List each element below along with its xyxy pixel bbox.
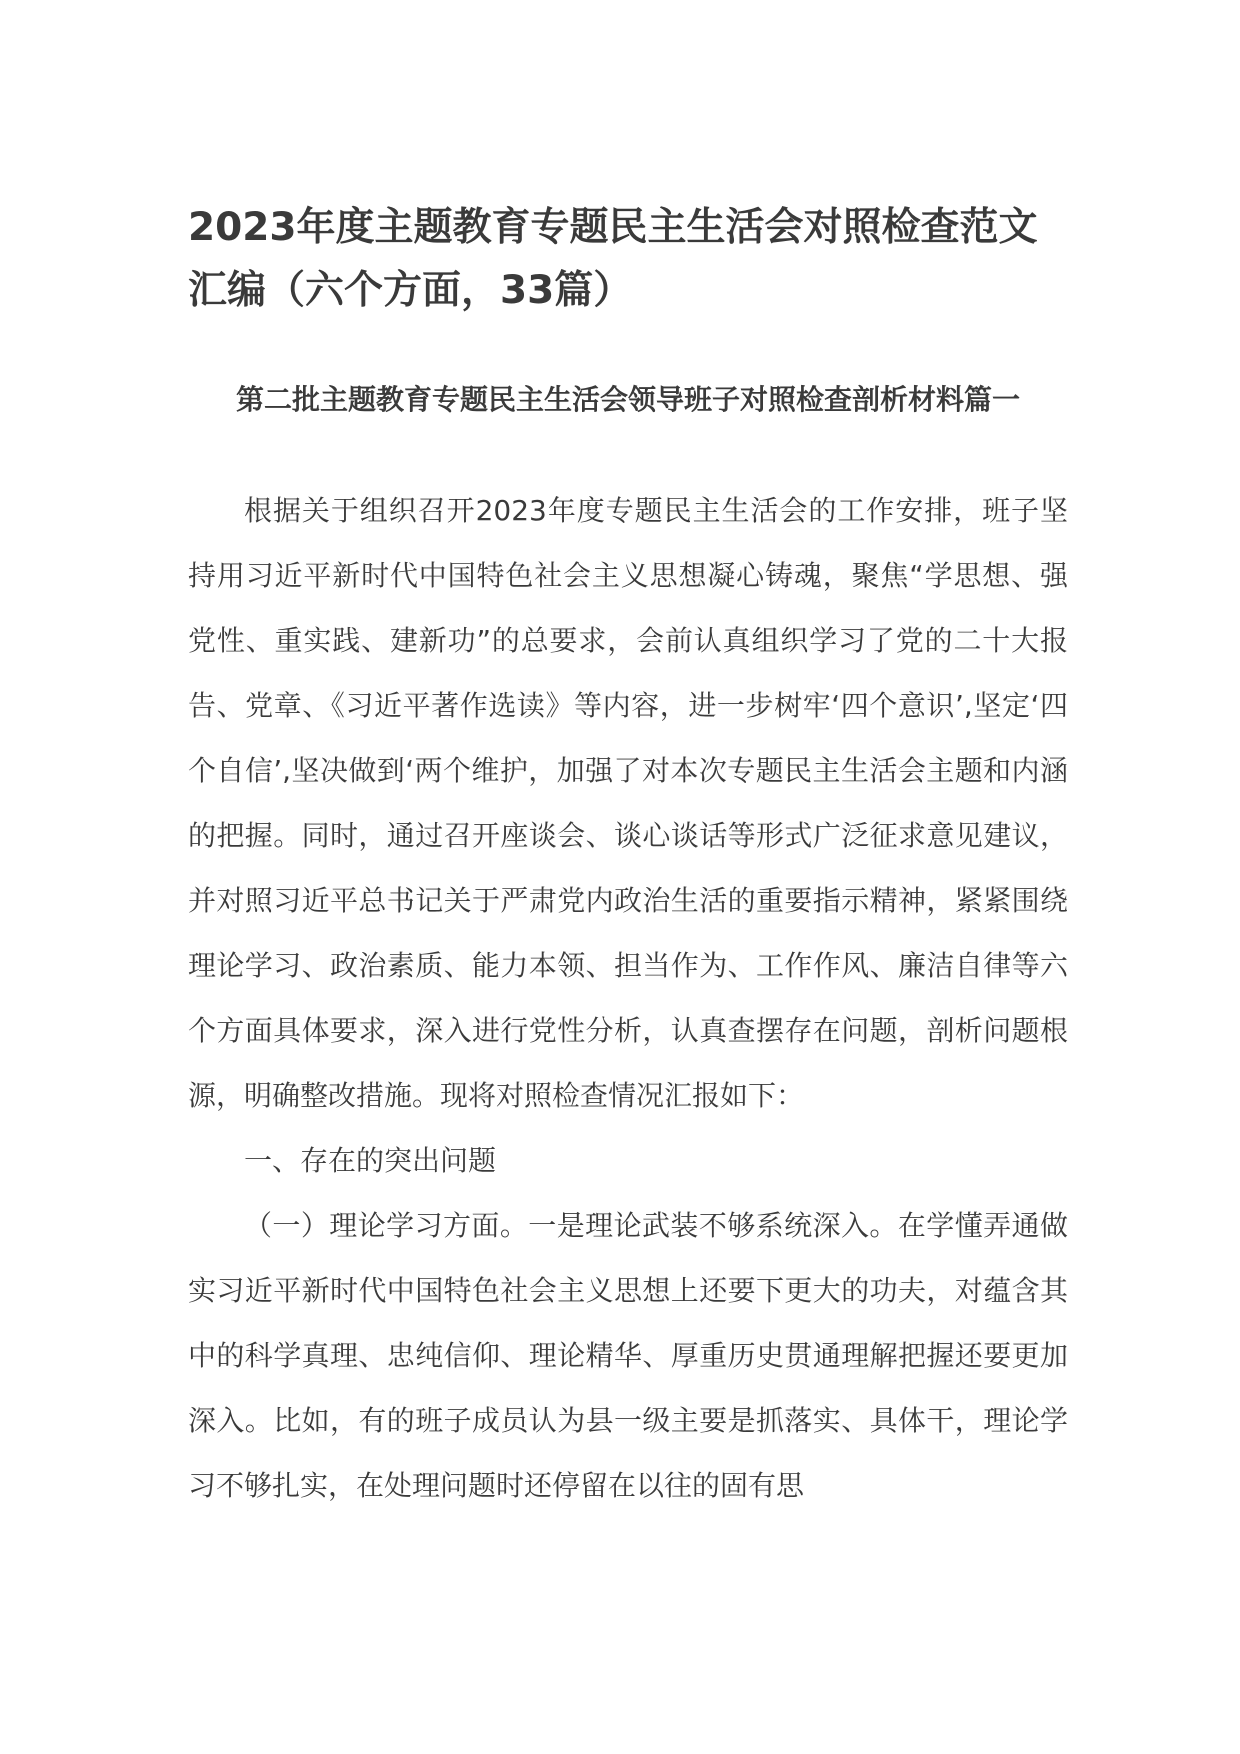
body-paragraph: （一）理论学习方面。一是理论武装不够系统深入。在学懂弄通做实习近平新时代中国特色社会主义思想上还要下更大的功夫，对蕴含其中的科学真理、忠纯信仰、理论精华、厚重历史贯通理解把握还要更加深入。比如，有的班子成员认为县一级主要是抓落实、具体干，理论学习不够扎实，在处理问题时还停留在以往的固有思: [188, 1209, 1068, 1502]
document-subtitle: 第二批主题教育专题民主生活会领导班子对照检查剖析材料篇一: [235, 383, 1020, 416]
intro-paragraph: 根据关于组织召开2023年度专题民主生活会的工作安排，班子坚持用习近平新时代中国特色社会主义思想凝心铸魂，聚焦“学思想、强党性、重实践、建新功”的总要求，会前认真组织学习了党的二十大报告、党章、《习近平著作选读》等内容，进一步树牢‘四个意识’,坚定‘四个自信’,坚决做到‘两个维护，加强了对本次专题民主生活会主题和内涵的把握。同时，通过召开座谈会、谈心谈话等形式广泛征求意见建议，并对照习近平总书记关于严肃党内政治生活的重要指示精神，紧紧围绕理论学习、政治素质、能力本领、担当作为、工作作风、廉洁自律等六个方面具体要求，深入进行党性分析，认真查摆存在问题，剖析问题根源，明确整改措施。现将对照检查情况汇报如下：: [188, 494, 1068, 1112]
document-title: 2023年度主题教育专题民主生活会对照检查范文汇编（六个方面，33篇）: [188, 205, 1038, 313]
section-heading: 一、存在的突出问题: [244, 1144, 497, 1177]
document-body: [188, 478, 1068, 1518]
